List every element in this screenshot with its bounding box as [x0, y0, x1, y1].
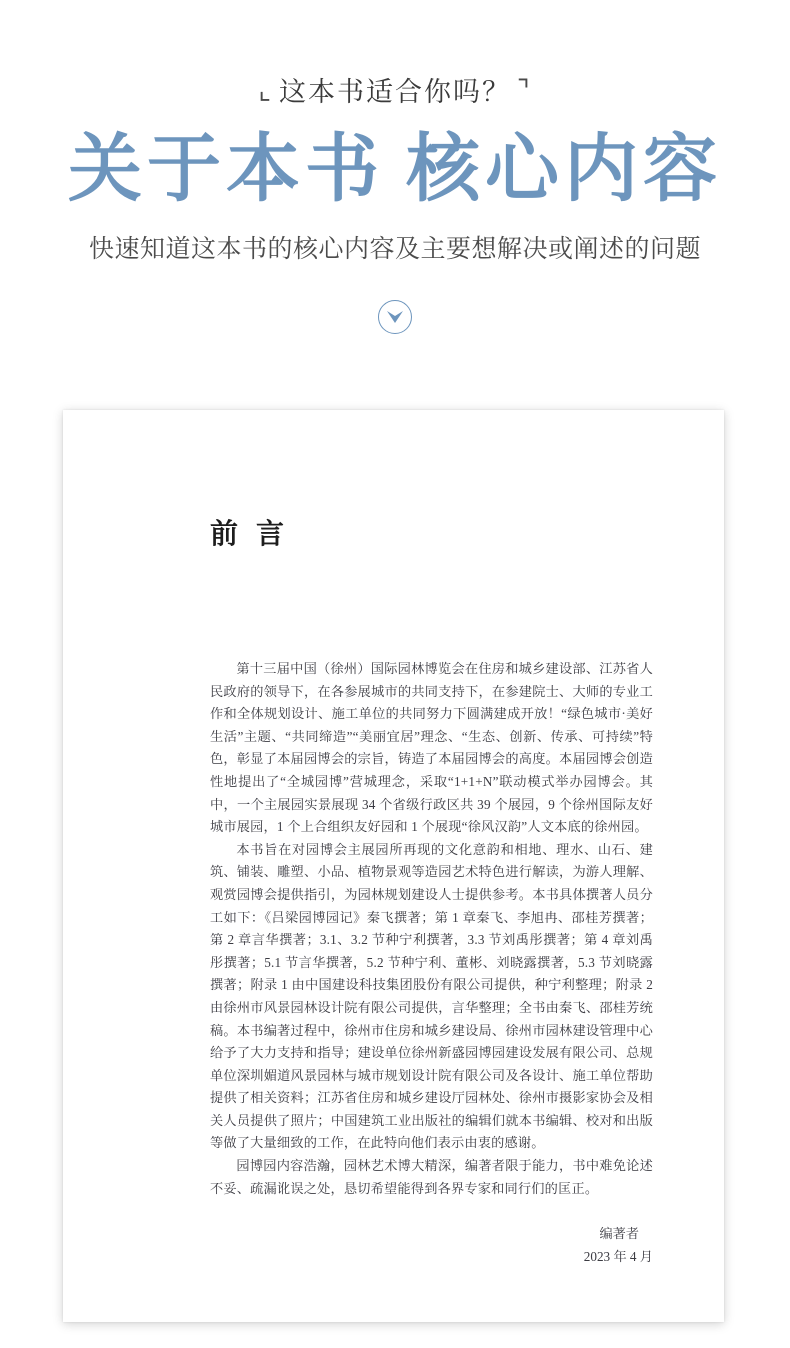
page-title-part-2: 核心内容 — [406, 128, 722, 211]
promo-subtitle: 快速知道这本书的核心内容及主要想解决或阐述的问题 — [88, 235, 701, 264]
page-title — [0, 128, 790, 211]
bracket-left-icon: ⌞ — [258, 75, 273, 105]
page-title-part-1: 关于本书 — [68, 128, 384, 211]
document-paragraph: 本书旨在对园博会主展园所再现的文化意韵和相地、理水、山石、建筑、铺装、雕塑、小品、植物景观等造园艺术特色进行解读，为游人理解、观赏园博会提供指引，为园林规划建设人士提供参考。本书具体撰著人员分工如下：《吕梁园博园记》秦飞撰著；第 1 章秦飞、李旭冉、邵桂芳撰著；第 2 章言华撰著；3.1、3.2 节种宁利撰著，3.3 节刘禹彤撰著；第 4 章刘禹彤撰著；5.1 节言华撰著，5.2 节种宁利、董彬、刘晓露撰著，5.3 节刘晓露撰著；附录 1 由中国建设科技集团股份有限公司提供，种宁利整理；附录 2 由徐州市风景园林设计院有限公司提供，言华整理；全书由秦飞、邵桂芳统稿。本书编著过程中，徐州市住房和城乡建设局、徐州市园林建设管理中心给予了大力支持和指导；建设单位徐州新盛园博园建设发展有限公司、总规单位深圳媚道风景园林与城市规划设计院有限公司及各设计、施工单位帮助提供了相关资料；江苏省住房和城乡建设厅园林处、徐州市摄影家协会及相关人员提供了照片；中国建筑工业出版社的编辑们就本书编辑、校对和出版等做了大量细致的工作，在此特向他们表示由衷的感谢。 — [210, 841, 653, 1151]
document-signature — [210, 1222, 653, 1268]
document-page — [63, 410, 724, 1322]
signature-author: 编著者 — [599, 1226, 639, 1241]
signature-date: 2023 年 4 月 — [583, 1249, 653, 1264]
document-body — [210, 658, 653, 1200]
scroll-hint — [0, 300, 790, 334]
document-heading — [210, 512, 286, 552]
document-page-container — [63, 410, 724, 1322]
document-paragraph: 第十三届中国（徐州）国际园林博览会在住房和城乡建设部、江苏省人民政府的领导下，在各参展城市的共同支持下，在参建院士、大师的专业工作和全体规划设计、施工单位的共同努力下圆满建成开放！“绿色城市·美好生活”主题、“共同缔造”“美丽宜居”理念、“生态、创新、传承、可持续”特色，彰显了本届园博会的宗旨，铸造了本届园博会的高度。本届园博会创造性地提出了“全城园博”营城理念，采取“1+1+N”联动模式举办园博会。其中，一个主展园实景展现 34 个省级行政区共 39 个展园，9 个徐州国际友好城市展园，1 个上合组织友好园和 1 个展现“徐风汉韵”人文本底的徐州园。 — [210, 661, 653, 835]
document-content-area — [210, 410, 662, 1322]
bracket-right-icon: ⌝ — [517, 75, 532, 105]
document-heading-char-1: 前 — [210, 519, 241, 550]
promo-eyebrow-text: 这本书适合你吗？ — [279, 77, 511, 107]
chevron-down-icon — [385, 309, 405, 325]
promo-eyebrow — [0, 76, 790, 110]
document-paragraph: 园博园内容浩瀚，园林艺术博大精深，编著者限于能力，书中难免论述不妥、疏漏讹误之处，恳切希望能得到各界专家和同行们的匡正。 — [210, 1158, 653, 1196]
promo-header — [0, 0, 790, 334]
chevron-down-button[interactable] — [378, 300, 412, 334]
document-heading-char-2: 言 — [256, 519, 287, 550]
